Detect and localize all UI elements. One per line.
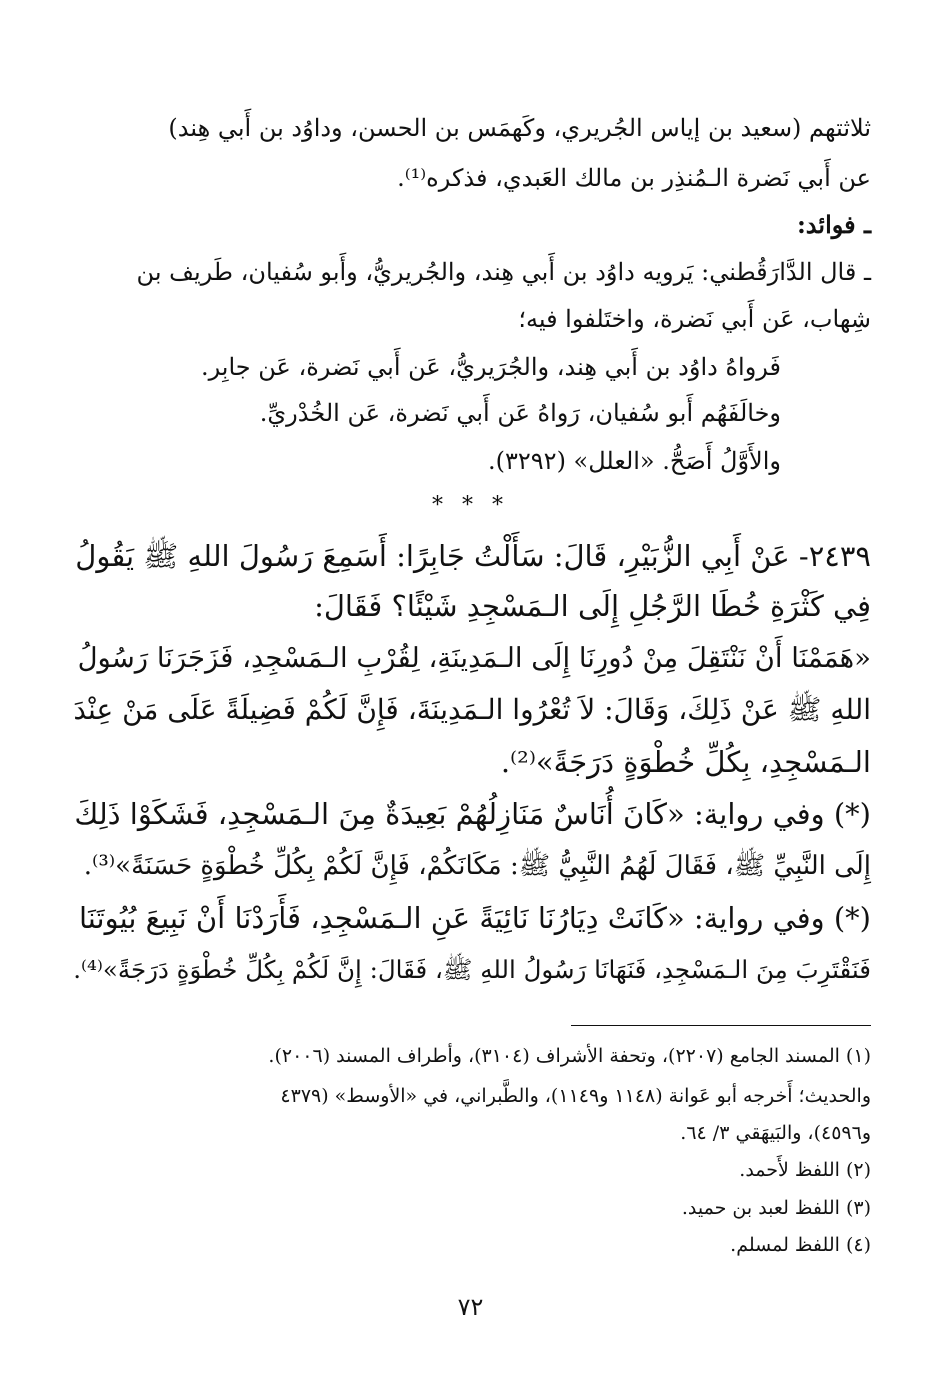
text-line-4: ـ قال الدَّارَقُطني: يَرويه داوُد بن أَبي هِند، والجُريريُّ، وأَبو سُفيان، طَريف بن xyxy=(136,258,871,286)
text-line-2: عن أَبي نَضرة الـمُنذِر بن مالك العَبدي، فذكره⁽¹⁾. xyxy=(397,164,871,192)
quote-line-1: فَرواهُ داوُد بن أَبي هِند، والجُرَيريُّ، عَن أَبي نَضرة، عَن جابِر. xyxy=(200,353,781,381)
footnote-2: (٢) اللفظ لأَحمد. xyxy=(739,1159,871,1181)
hadith-line-4: اللهِ ﷺ عَنْ ذَلِكَ، وَقَالَ: لاَ تُعْرُوا الـمَدِينَةَ، فَإِنَّ لَكُمْ فَضِيلَةً عَلَى مَنْ عِنْدَ xyxy=(73,693,871,726)
footnote-3: (٣) اللفظ لعبد بن حميد. xyxy=(681,1197,871,1219)
hadith-line-3: «هَمَمْنَا أَنْ نَنْتَقِلَ مِنْ دُورِنَا إِلَى الـمَدِينَةِ، لِقُرْبِ الـمَسْجِدِ، فَزَجَرَنَا رَسُولُ xyxy=(77,642,871,674)
text-line-5: شِهاب، عَن أَبي نَضرة، واختَلفوا فيه؛ xyxy=(518,305,871,333)
hadith-line-1: ٢٤٣٩- عَنْ أَبِي الزُّبَيْرِ، قَالَ: سَأَلْتُ جَابِرًا: أَسَمِعَ رَسُولَ اللهِ ﷺ يَقُولُ xyxy=(75,539,871,573)
footnote-1-continuation-b: و٤٥٩٦)، والبَيهَقي ٣/ ٦٤. xyxy=(680,1122,871,1144)
section-heading-fawaid: ـ فوائد: xyxy=(796,210,871,239)
quote-line-3: والأَوَّلُ أَصَحُّ. «العلل» (٣٢٩٢). xyxy=(488,447,781,475)
variant-line-3: (*) وفي رواية: «كَانَتْ دِيَارُنَا نَائِيَةً عَنِ الـمَسْجِدِ، فَأَرَدْنَا أَنْ نَبِيعَ بُيُوتَنَا xyxy=(78,901,871,935)
footnote-divider xyxy=(571,1025,871,1026)
text-line-1: ثلاثتهم (سعيد بن إياس الجُريري، وكَهمَس بن الحسن، وداوُد بن أَبي هِند) xyxy=(168,114,871,142)
page-number: ٧٢ xyxy=(457,1293,484,1321)
hadith-line-2: فِي كَثْرَةِ خُطَا الرَّجُلِ إِلَى الـمَسْجِدِ شَيْئًا؟ فَقَالَ: xyxy=(314,589,871,623)
hadith-line-5: الـمَسْجِدِ، بِكُلِّ خُطْوَةٍ دَرَجَةً»⁽²⁾. xyxy=(500,745,871,779)
variant-line-4: فَنَقْتَرِبَ مِنَ الـمَسْجِدِ، فَنَهَانَا رَسُولُ اللهِ ﷺ، فَقَالَ: إِنَّ لَكُمْ بِكُلِّ خُطْوَةٍ دَرَجَةً»⁽⁴⁾. xyxy=(73,955,871,984)
footnote-1: (١) المسند الجامع (٢٢٠٧)، وتحفة الأشراف (٣١٠٤)، وأطراف المسند (٢٠٠٦). xyxy=(268,1045,871,1067)
footnote-1-continuation-a: والحديث؛ أَخرجه أبو عَوانة (١١٤٨ و١١٤٩)، والطَّبراني، في «الأوسط» (٤٣٧٩ xyxy=(280,1085,871,1107)
variant-line-1: (*) وفي رواية: «كَانَ أُنَاسٌ مَنَازِلُهُمْ بَعِيدَةٌ مِنَ الـمَسْجِدِ، فَشَكَوْا ذَلِكَ xyxy=(74,797,871,831)
footnote-4: (٤) اللفظ لمسلم. xyxy=(730,1234,871,1256)
quote-line-2: وخالَفَهُم أَبو سُفيان، رَواهُ عَن أَبي نَضرة، عَن الخُدْريِّ. xyxy=(259,399,781,427)
section-separator-stars: * * * xyxy=(432,493,509,518)
variant-line-2: إِلَى النَّبِيِّ ﷺ، فَقَالَ لَهُمُ النَّبِيُّ ﷺ: مَكَانَكُمْ، فَإِنَّ لَكُمْ بِكُلِّ خُطْوَةٍ حَسَنَةً»⁽³⁾. xyxy=(83,851,871,881)
